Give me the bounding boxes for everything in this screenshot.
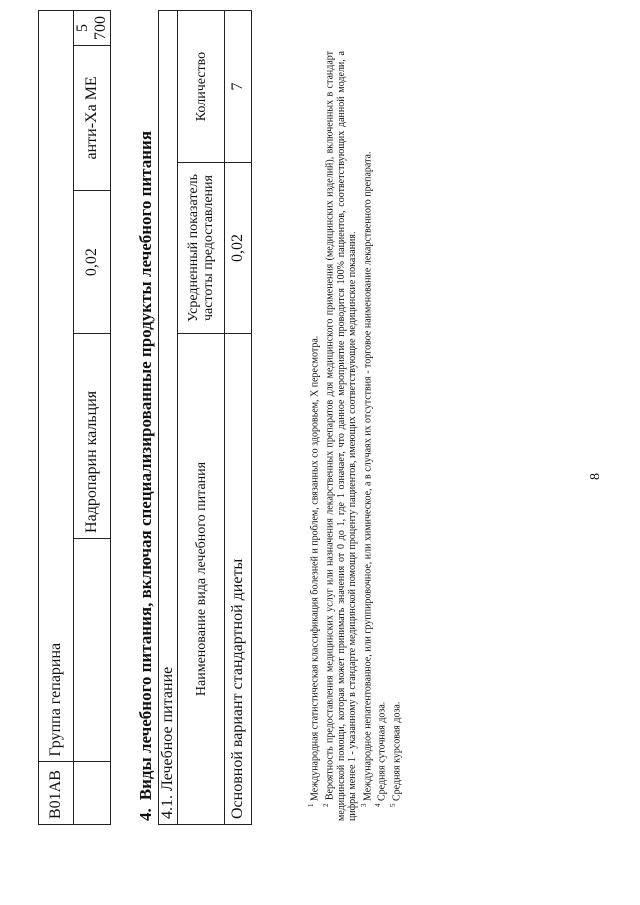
section-number: 4. [136,808,155,821]
atc-code-cell: B01AB [39,762,74,825]
diet-name-cell: Основной вариант стандартной диеты [225,334,252,825]
drug-name-cell: Надропарин кальция [74,334,111,539]
section-title: Виды лечебного питания, включая специализированные продукты лечебного питания [136,130,155,801]
unit-cell: анти-Xa МЕ [74,46,111,191]
drug-table [38,10,111,825]
subsection-title: 4.1. Лечебное питание [159,11,178,825]
frequency-cell: 0,02 [225,163,252,334]
nutrition-table [158,10,252,825]
table-row [39,11,74,825]
footnote: $^4$ Средняя суточная доза. [374,701,388,807]
footnote: $^1$ Международная статистическая классификация болезней и проблем, связанных со здоровьем, X пересмотра. [307,335,321,807]
empty-cell [74,538,111,762]
group-name-cell: Группа гепарина [39,11,74,762]
table-header-row [178,11,225,825]
column-header: Количество [178,11,225,163]
footnote: $^2$ Вероятность предоставления медицинских услуг или назначения лекарственных препаратов для медицинского применения (медицинских изделий), включенных в стандарт медицинской помощи, которая может принимать значения от 0 до 1, где 1 означает, что данное мероприятие проводится 100% пациентов, соответствующих данной модели, а цифры менее 1 - указанному в стандарте медицинской помощи проценту пациентов, имеющих соответствующие медицинские показания. [321,51,359,821]
column-header: Наименование вида лечебного питания [178,334,225,825]
footnote: $^5$ Средняя курсовая доза. [389,701,403,807]
frequency-cell: 0,02 [74,190,111,334]
table-row [225,11,252,825]
section-heading [136,131,156,821]
empty-cell [74,762,111,825]
footnotes [306,51,403,821]
page-number: 8 [588,473,603,480]
daily-dose-cell: 5 700 [74,11,111,46]
footnote: $^3$ Международное непатентованное, или группировочное, или химическое, а в случаях их отсутствия - торговое наименование лекарственного препарата. [359,151,373,807]
quantity-cell: 7 [225,11,252,163]
table-row [74,11,111,825]
column-header: Усредненный показатель частоты предоставления [178,163,225,334]
table-row [159,11,178,825]
